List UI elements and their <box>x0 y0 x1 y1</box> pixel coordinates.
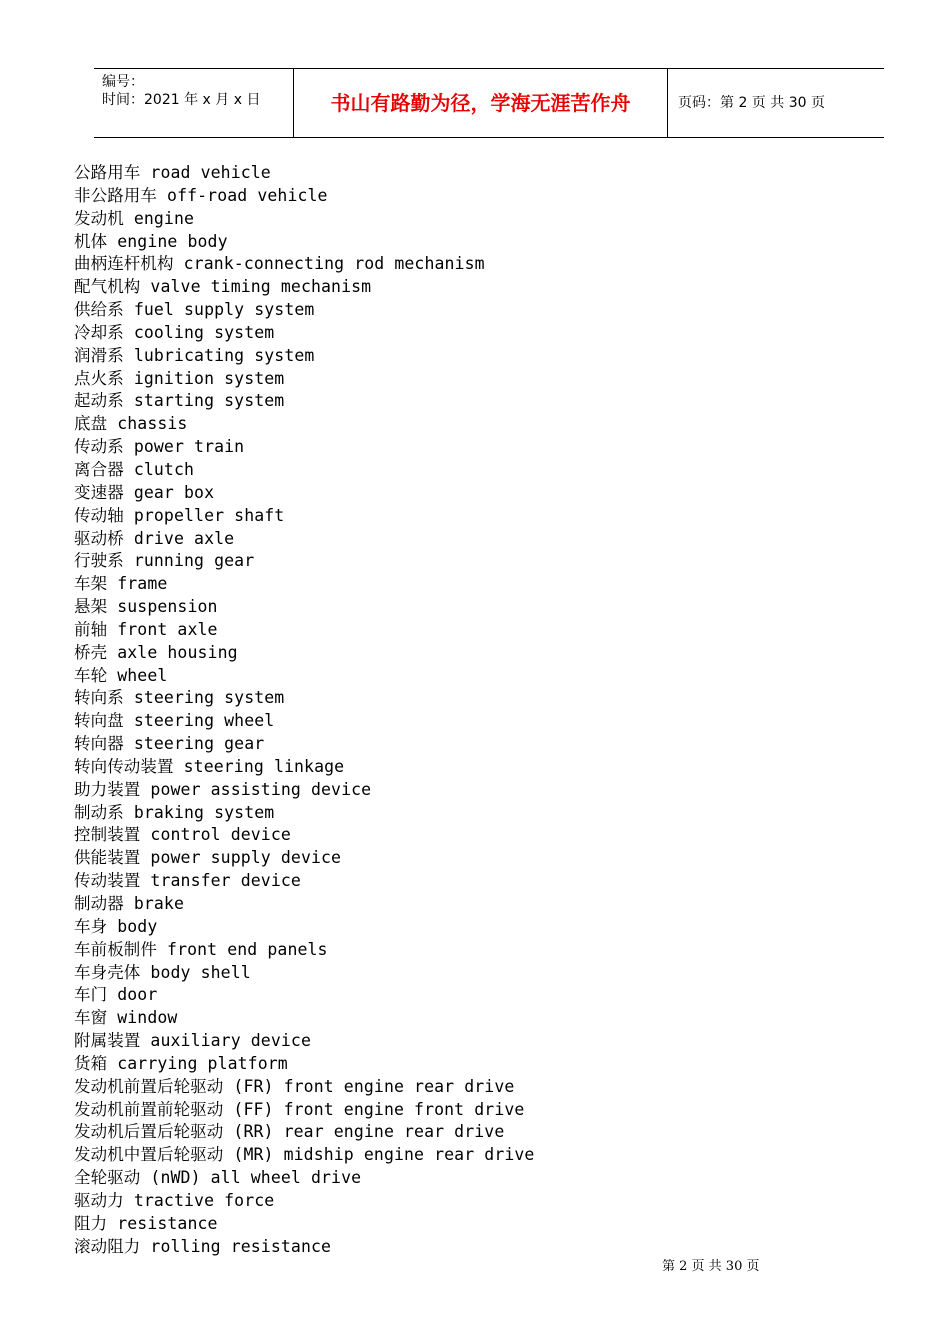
glossary-entry: 车架 frame <box>74 574 168 594</box>
glossary-entry: 滚动阻力 rolling resistance <box>74 1236 332 1256</box>
glossary-entry: 控制装置 control device <box>74 825 291 845</box>
header-motto-cell <box>294 69 668 137</box>
glossary-entry: 供能装置 power supply device <box>74 848 342 868</box>
glossary-entry: 传动系 power train <box>74 437 245 457</box>
glossary-entry: 发动机 engine <box>74 208 195 228</box>
glossary-entry: 润滑系 lubricating system <box>74 345 315 365</box>
glossary-entry: 变速器 gear box <box>74 482 215 502</box>
glossary-entry: 离合器 clutch <box>74 459 195 479</box>
glossary-entry: 制动器 brake <box>74 894 185 913</box>
glossary-entry: 附属装置 auxiliary device <box>74 1031 311 1051</box>
glossary-entry: 桥壳 axle housing <box>74 642 238 662</box>
page-header <box>94 68 884 138</box>
glossary-entry: 行驶系 running gear <box>74 551 255 571</box>
glossary-entry: 配气机构 valve timing mechanism <box>74 277 372 297</box>
glossary-entry: 驱动力 tractive force <box>74 1190 275 1210</box>
glossary-entry: 非公路用车 off-road vehicle <box>74 185 328 205</box>
glossary-entry: 前轴 front axle <box>74 619 218 639</box>
time-label: 时间：2021 年 x 月 x 日 <box>102 92 261 108</box>
glossary-entry: 全轮驱动 (nWD) all wheel drive <box>74 1168 362 1188</box>
page-code: 页码：第 2 页 共 30 页 <box>678 95 825 111</box>
header-page-cell <box>668 69 884 137</box>
glossary-entry: 车窗 window <box>74 1008 178 1028</box>
glossary-entry: 转向系 steering system <box>74 688 285 708</box>
glossary-entry: 起动系 starting system <box>74 391 285 411</box>
glossary-entry: 转向盘 steering wheel <box>74 711 275 731</box>
glossary-entry: 发动机前置前轮驱动 (FF) front engine front drive <box>74 1099 525 1119</box>
glossary-entry: 转向传动装置 steering linkage <box>74 756 345 776</box>
glossary-entry: 车轮 wheel <box>74 665 168 685</box>
glossary-entry: 货箱 carrying platform <box>74 1053 288 1073</box>
glossary-entry: 车前板制件 front end panels <box>74 939 328 959</box>
glossary-entry: 点火系 ignition system <box>74 368 285 388</box>
glossary-entry: 阻力 resistance <box>74 1213 218 1233</box>
glossary-entry: 制动系 braking system <box>74 802 275 822</box>
glossary-entry: 机体 engine body <box>74 231 228 251</box>
glossary-entry: 车身 body <box>74 916 158 936</box>
glossary-entry: 曲柄连杆机构 crank-connecting rod mechanism <box>74 254 485 274</box>
glossary-entry: 传动轴 propeller shaft <box>74 505 285 525</box>
glossary-entry: 发动机后置后轮驱动 (RR) rear engine rear drive <box>74 1122 505 1142</box>
glossary-entry: 转向器 steering gear <box>74 734 265 754</box>
glossary-entry: 公路用车 road vehicle <box>74 163 271 182</box>
glossary-entry: 供给系 fuel supply system <box>74 300 315 320</box>
glossary-entry: 悬架 suspension <box>74 597 218 617</box>
glossary-entry: 冷却系 cooling system <box>74 322 275 342</box>
glossary-entry: 驱动桥 drive axle <box>74 528 235 548</box>
glossary-entry: 车身壳体 body shell <box>74 962 251 982</box>
serial-label: 编号： <box>102 74 144 90</box>
glossary-entry: 发动机前置后轮驱动 (FR) front engine rear drive <box>74 1076 515 1096</box>
glossary-entry: 底盘 chassis <box>74 414 188 434</box>
motto-text: 书山有路勤为径，学海无涯苦作舟 <box>330 91 631 115</box>
page-footer: 第 2 页 共 30 页 <box>662 1259 760 1274</box>
header-info-cell <box>94 69 294 137</box>
glossary-entry: 传动装置 transfer device <box>74 871 301 891</box>
glossary-entry: 车门 door <box>74 985 158 1005</box>
glossary-entry: 助力装置 power assisting device <box>74 779 372 799</box>
glossary-entry: 发动机中置后轮驱动 (MR) midship engine rear drive <box>74 1145 535 1165</box>
glossary-list <box>74 162 894 1259</box>
